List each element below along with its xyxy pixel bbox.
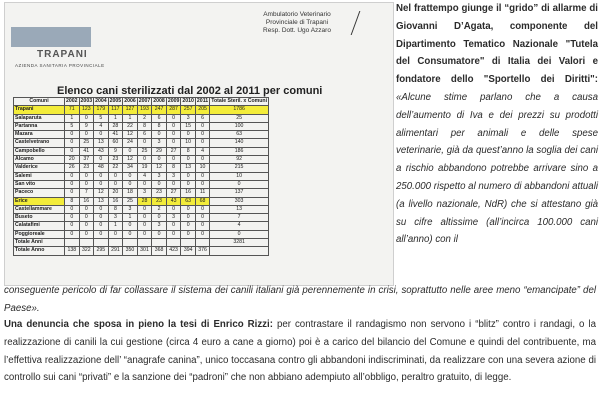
table-row	[14, 247, 269, 255]
column-header: 2011	[196, 98, 209, 104]
table-row	[14, 172, 269, 180]
table-cell: 22	[108, 164, 123, 172]
table-cell: 5	[94, 114, 109, 122]
table-cell: 0	[152, 230, 167, 238]
table-cell: 0	[123, 222, 138, 230]
table-cell: 0	[94, 131, 109, 139]
table-cell: 25	[123, 197, 138, 205]
column-header: 2006	[124, 98, 136, 104]
table-cell: 68	[195, 197, 209, 205]
table-cell: 0	[137, 214, 152, 222]
table-cell: 3	[152, 139, 167, 147]
table-cell: 0	[94, 214, 109, 222]
table-cell: 12	[123, 156, 138, 164]
sterilization-table	[13, 97, 269, 256]
table-cell: 100	[210, 122, 269, 130]
table-cell: 350	[123, 247, 138, 255]
clinic-header-line: Resp. Dott. Ugo Azzaro	[263, 27, 331, 34]
table-cell: 1786	[210, 106, 269, 114]
table-cell: 41	[108, 131, 123, 139]
logo-band	[11, 27, 91, 47]
table-cell: 37	[79, 156, 94, 164]
table-cell: 13	[210, 205, 269, 213]
table-cell: 43	[166, 197, 181, 205]
table-cell: 0	[181, 172, 196, 180]
table-cell: 0	[195, 205, 209, 213]
table-cell: 6	[195, 114, 209, 122]
table-row	[14, 131, 269, 139]
comune-name: Mazara	[14, 131, 65, 139]
table-cell: 3	[123, 205, 138, 213]
table-cell: 10	[181, 139, 196, 147]
column-header: 2005	[109, 98, 122, 104]
table-cell: 3	[181, 114, 196, 122]
table-cell: 127	[123, 106, 138, 114]
table-cell: 4	[195, 147, 209, 155]
table-cell: 303	[210, 197, 269, 205]
table-cell: 0	[94, 180, 109, 188]
table-cell: 18	[123, 189, 138, 197]
table-cell: 0	[152, 214, 167, 222]
table-cell: 3	[152, 222, 167, 230]
table-cell	[108, 239, 123, 247]
table-cell: 0	[137, 156, 152, 164]
table-cell: 1	[65, 114, 80, 122]
table-row	[14, 214, 269, 222]
table-cell: 22	[123, 122, 138, 130]
table-cell: 0	[166, 230, 181, 238]
table-cell: 0	[123, 180, 138, 188]
table-cell: 117	[108, 106, 123, 114]
column-header: 2002	[66, 98, 78, 104]
table-row	[14, 222, 269, 230]
comune-name: Castellammare	[14, 205, 65, 213]
table-cell: 0	[94, 172, 109, 180]
table-cell: 0	[65, 131, 80, 139]
comune-name: San vito	[14, 180, 65, 188]
table-cell: 291	[108, 247, 123, 255]
table-cell: 0	[94, 222, 109, 230]
table-cell: 0	[79, 114, 94, 122]
column-header: 2003	[80, 98, 93, 104]
table-cell	[210, 247, 269, 255]
table-cell: 0	[137, 139, 152, 147]
table-cell: 9	[79, 122, 94, 130]
column-header: 2010	[182, 98, 194, 104]
table-cell: 0	[65, 214, 80, 222]
table-cell: 0	[123, 172, 138, 180]
column-header: 2004	[95, 98, 107, 104]
table-row	[14, 114, 269, 122]
table-cell: 8	[166, 164, 181, 172]
table-row	[14, 197, 269, 205]
table-cell: 12	[123, 131, 138, 139]
table-cell: 5	[65, 122, 80, 130]
comune-name: Totale Anni	[14, 239, 65, 247]
table-cell: 0	[181, 214, 196, 222]
table-cell: 0	[137, 205, 152, 213]
table-cell: 7	[210, 214, 269, 222]
table-cell: 6	[152, 114, 167, 122]
table-cell: 20	[65, 156, 80, 164]
table-cell: 1	[123, 214, 138, 222]
clinic-header-line: Provinciale di Trapani	[265, 19, 329, 26]
table-row	[14, 139, 269, 147]
table-cell: 24	[123, 139, 138, 147]
table-cell	[152, 239, 167, 247]
rizzi-body-text: per contrastare il randagismo non servono i “blitz” contro i randagi, o la realizzazione di canili la cui gestione (circa 4 euro a cane a giorno) poi è a carico del bilancio del Comune e quindi del contribuente, ma l’effettiva realizzazione dell’ “anagrafe canina”, unico toccasana contro gli abbandoni indiscriminati, da realizzare con una severa azione di controllo sui cani “privati” e la sanzione dei “padroni” che non abbiano adempiuto all’obbligo, peraltro gratuito, di legge.	[4, 319, 596, 384]
table-cell: 0	[210, 230, 269, 238]
table-cell: 0	[79, 172, 94, 180]
table-cell: 295	[94, 247, 109, 255]
table-header-row	[14, 98, 269, 106]
table-cell: 0	[79, 131, 94, 139]
table-cell: 27	[166, 147, 181, 155]
table-row	[14, 147, 269, 155]
intro-bold-text: Nel frattempo giunge il “grido” di allarme di Giovanni D’Agata, componente del Dipartimento Tematico Nazionale "Tutela del Consumatore" di Italia dei Valori e fondatore dello "Sportello dei Diritti":	[396, 3, 598, 86]
table-row	[14, 164, 269, 172]
table-cell: 1	[108, 114, 123, 122]
table-cell: 41	[79, 147, 94, 155]
table-cell: 43	[94, 147, 109, 155]
table-cell: 0	[94, 205, 109, 213]
logo-subtitle: AZIENDA SANITARIA PROVINCIALE	[15, 63, 105, 68]
table-cell: 0	[65, 139, 80, 147]
table-cell: 0	[195, 180, 209, 188]
table-cell: 0	[195, 131, 209, 139]
table-cell: 8	[108, 205, 123, 213]
table-cell: 27	[166, 189, 181, 197]
table-cell: 8	[65, 197, 80, 205]
clinic-header	[237, 11, 357, 35]
table-cell: 3	[108, 214, 123, 222]
table-cell: 63	[210, 131, 269, 139]
table-cell: 8	[181, 147, 196, 155]
table-cell: 0	[195, 139, 209, 147]
table-cell: 19	[137, 164, 152, 172]
table-cell: 4	[94, 122, 109, 130]
table-cell: 12	[94, 189, 109, 197]
asp-trapani-logo	[11, 7, 141, 71]
table-cell: 1	[123, 114, 138, 122]
table-cell: 3	[137, 189, 152, 197]
table-cell: 0	[166, 205, 181, 213]
table-cell: 92	[210, 156, 269, 164]
table-cell: 23	[108, 156, 123, 164]
table-cell: 3281	[210, 239, 269, 247]
table-row	[14, 205, 269, 213]
table-cell: 123	[79, 106, 94, 114]
table-cell: 48	[94, 164, 109, 172]
table-cell: 0	[123, 147, 138, 155]
comune-name: Buseto	[14, 214, 65, 222]
comune-name: Trapani	[14, 106, 65, 114]
table-cell: 13	[181, 164, 196, 172]
column-header: 2009	[167, 98, 180, 104]
table-cell: 0	[123, 230, 138, 238]
table-cell: 16	[79, 197, 94, 205]
table-cell: 12	[152, 164, 167, 172]
table-cell: 3	[166, 214, 181, 222]
table-cell: 0	[137, 230, 152, 238]
table-cell: 4	[210, 222, 269, 230]
table-cell: 0	[65, 222, 80, 230]
table-cell: 15	[181, 122, 196, 130]
table-cell	[123, 239, 138, 247]
table-cell: 13	[94, 139, 109, 147]
table-cell: 2	[152, 205, 167, 213]
table-cell: 215	[210, 164, 269, 172]
comune-name: Salemi	[14, 172, 65, 180]
column-header: 2008	[153, 98, 165, 104]
table-cell: 0	[195, 172, 209, 180]
table-cell: 9	[108, 147, 123, 155]
table-cell	[195, 239, 209, 247]
table-cell: 25	[79, 139, 94, 147]
table-cell: 2	[137, 114, 152, 122]
table-cell: 4	[137, 172, 152, 180]
table-cell: 0	[181, 222, 196, 230]
table-cell: 11	[195, 189, 209, 197]
table-row	[14, 189, 269, 197]
table-cell	[79, 239, 94, 247]
table-cell: 0	[94, 230, 109, 238]
table-cell: 0	[79, 230, 94, 238]
table-cell: 322	[79, 247, 94, 255]
table-cell: 0	[195, 222, 209, 230]
table-row	[14, 239, 269, 247]
table-cell: 28	[108, 122, 123, 130]
table-row	[14, 106, 269, 114]
table-cell: 10	[210, 172, 269, 180]
table-cell: 0	[79, 180, 94, 188]
table-cell: 0	[181, 230, 196, 238]
rizzi-lead-bold: Una denuncia che sposa in pieno la tesi di Enrico Rizzi:	[4, 319, 273, 330]
table-cell	[137, 239, 152, 247]
table-cell	[166, 239, 181, 247]
table-cell: 0	[195, 230, 209, 238]
table-cell: 23	[152, 197, 167, 205]
table-cell: 0	[166, 139, 181, 147]
table-cell: 0	[94, 156, 109, 164]
comune-name: Poggioreale	[14, 230, 65, 238]
column-header: 2007	[138, 98, 151, 104]
table-row	[14, 122, 269, 130]
table-cell	[181, 239, 196, 247]
table-cell: 287	[166, 106, 181, 114]
table-cell: 26	[65, 164, 80, 172]
table-cell: 34	[123, 164, 138, 172]
table-cell: 0	[152, 180, 167, 188]
table-row	[14, 156, 269, 164]
table-cell: 247	[152, 106, 167, 114]
table-cell: 0	[166, 131, 181, 139]
comune-name: Calatafimi	[14, 222, 65, 230]
table-cell: 0	[152, 156, 167, 164]
table-cell: 71	[65, 106, 80, 114]
table-cell: 205	[195, 106, 209, 114]
table-cell: 29	[152, 147, 167, 155]
table-cell: 8	[152, 122, 167, 130]
table-cell: 376	[195, 247, 209, 255]
table-cell: 0	[166, 114, 181, 122]
table-cell: 368	[152, 247, 167, 255]
table-cell: 0	[166, 122, 181, 130]
table-cell	[65, 239, 80, 247]
table-cell	[94, 239, 109, 247]
table-cell: 0	[137, 180, 152, 188]
table-cell: 0	[79, 205, 94, 213]
table-cell: 0	[108, 230, 123, 238]
table-title: Elenco cani sterilizzati dal 2002 al 2011 per comuni	[57, 85, 323, 97]
table-cell: 7	[79, 189, 94, 197]
table-cell: 0	[65, 230, 80, 238]
rizzi-paragraph	[4, 316, 596, 387]
table-cell: 28	[137, 197, 152, 205]
table-row	[14, 180, 269, 188]
table-cell: 63	[181, 197, 196, 205]
table-cell: 0	[195, 214, 209, 222]
table-cell: 0	[181, 156, 196, 164]
table-cell: 3	[152, 172, 167, 180]
table-cell: 0	[65, 147, 80, 155]
column-header: Comuni	[14, 98, 65, 106]
table-cell: 137	[210, 189, 269, 197]
table-cell: 394	[181, 247, 196, 255]
comune-name: Erice	[14, 197, 65, 205]
comune-name: Paceco	[14, 189, 65, 197]
table-cell: 23	[152, 189, 167, 197]
table-cell: 0	[181, 131, 196, 139]
table-cell: 186	[210, 147, 269, 155]
table-cell: 140	[210, 139, 269, 147]
table-cell: 1	[108, 222, 123, 230]
table-cell: 0	[79, 222, 94, 230]
table-cell: 0	[195, 122, 209, 130]
table-cell: 0	[181, 180, 196, 188]
table-cell: 20	[108, 189, 123, 197]
table-cell: 301	[137, 247, 152, 255]
table-cell: 8	[137, 122, 152, 130]
comune-name: Alcamo	[14, 156, 65, 164]
comune-name: Partanna	[14, 122, 65, 130]
clinic-header-line: Ambulatorio Veterinario	[263, 11, 331, 18]
table-cell: 0	[166, 180, 181, 188]
table-cell: 193	[137, 106, 152, 114]
table-cell: 0	[152, 131, 167, 139]
table-cell: 0	[108, 180, 123, 188]
table-cell: 60	[108, 139, 123, 147]
right-column-text	[396, 0, 598, 249]
quote-continuation	[4, 282, 596, 318]
table-cell: 423	[166, 247, 181, 255]
table-row	[14, 230, 269, 238]
table-cell: 23	[79, 164, 94, 172]
table-cell: 0	[108, 172, 123, 180]
table-cell: 16	[108, 197, 123, 205]
comune-name: Valderice	[14, 164, 65, 172]
table-cell: 0	[195, 156, 209, 164]
table-cell: 0	[79, 214, 94, 222]
table-cell: 0	[65, 189, 80, 197]
table-cell: 13	[94, 197, 109, 205]
table-cell: 0	[65, 205, 80, 213]
table-cell: 0	[181, 205, 196, 213]
quote-text: «Alcune stime parlano che a causa dell’aumento di Iva e dei prezzi su prodotti alimentari per animali e delle spese veterinarie, già da quest’anno la soglia dei cani a rischio abbandono potrebbe arrivare sino a 250.000 rispetto al numero di abbandoni attuali (a livello nazionale, NdR) che si attestano già su cifre altissime (all’incirca 100.000 cani all’anno) con il	[396, 91, 598, 246]
quote-continuation-text: conseguente pericolo di far collassare il sistema dei canili italiani già perennemente in crisi, soprattutto nelle aree meno “emancipate” del Paese».	[4, 285, 596, 314]
table-cell: 0	[166, 156, 181, 164]
table-cell: 25	[137, 147, 152, 155]
table-cell: 3	[166, 172, 181, 180]
table-cell: 16	[181, 189, 196, 197]
comune-name: Totale Anno	[14, 247, 65, 255]
table-cell: 138	[65, 247, 80, 255]
comune-name: Salaparuta	[14, 114, 65, 122]
table-cell: 25	[210, 114, 269, 122]
table-cell: 10	[195, 164, 209, 172]
column-header: Totale Steril. x Comuni	[211, 98, 268, 104]
table-cell: 6	[137, 131, 152, 139]
table-cell: 0	[166, 222, 181, 230]
table-cell: 0	[65, 180, 80, 188]
comune-name: Campobello	[14, 147, 65, 155]
table-cell: 257	[181, 106, 196, 114]
scanned-document-image	[4, 2, 394, 286]
logo-name: TRAPANI	[37, 49, 88, 60]
comune-name: Castelvetrano	[14, 139, 65, 147]
table-cell: 0	[137, 222, 152, 230]
table-cell: 0	[210, 180, 269, 188]
table-cell: 179	[94, 106, 109, 114]
table-cell: 0	[65, 172, 80, 180]
